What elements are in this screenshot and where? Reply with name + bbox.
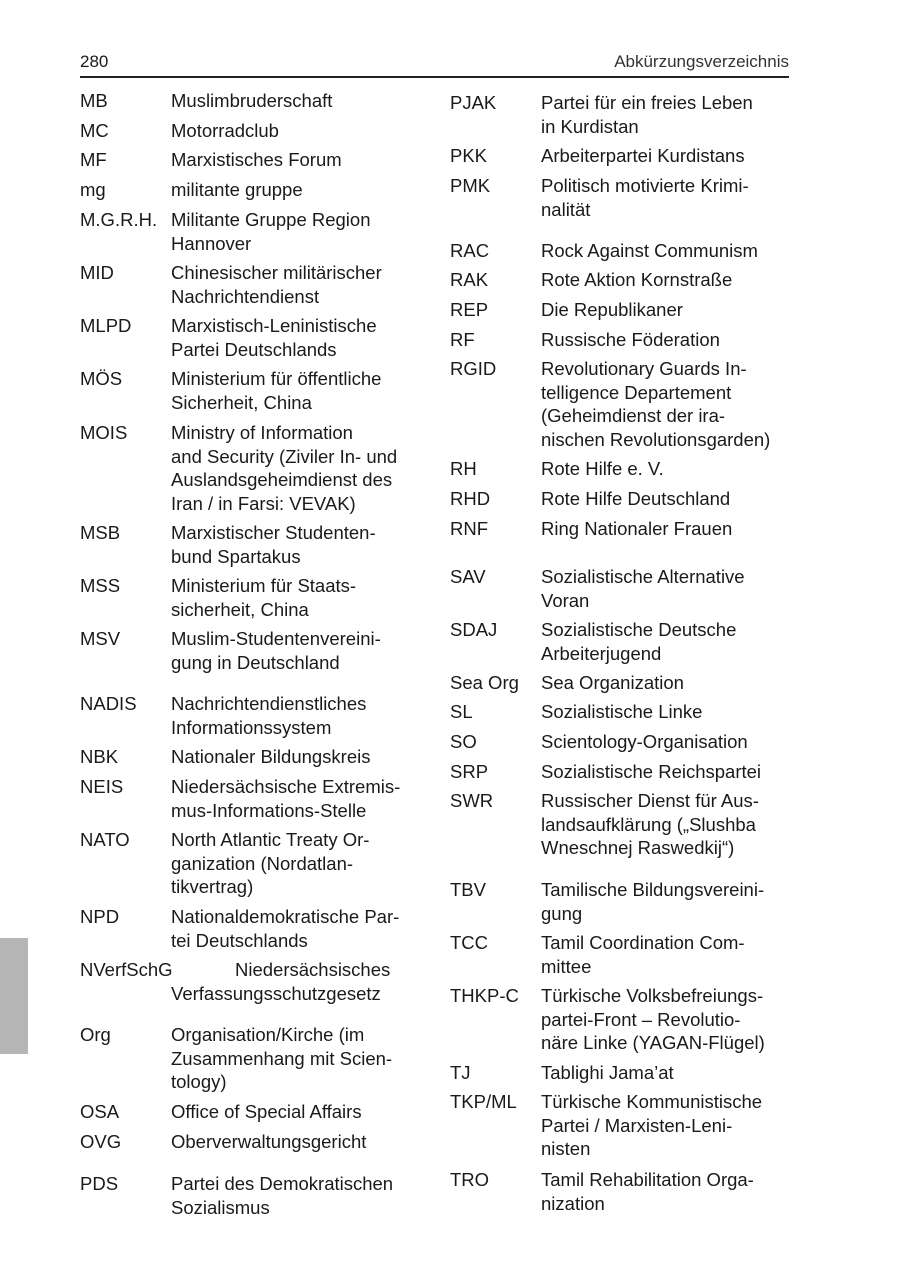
abbreviation-definition — [541, 487, 730, 511]
thumb-index-tab — [0, 938, 28, 1054]
definition-line: Rote Aktion Kornstraße — [541, 269, 733, 290]
abbreviation-definition — [541, 144, 745, 168]
definition-line: nisten — [541, 1138, 591, 1160]
abbreviation: OVG — [80, 1131, 122, 1152]
definition-line: Ministerium für Staats- — [171, 575, 357, 596]
definition-line: tei Deutschlands — [171, 929, 308, 951]
abbreviation: PMK — [450, 175, 491, 196]
definition-line: Tablighi Jama’at — [541, 1062, 674, 1083]
definition-line: partei-Front – Revolutio- — [541, 1008, 741, 1030]
abbreviation: mg — [80, 179, 106, 200]
abbreviation: RGID — [450, 358, 497, 379]
definition-line: Niedersächsische Extremis- — [171, 776, 401, 797]
abbreviation-definition — [171, 261, 382, 308]
abbreviation: RHD — [450, 488, 491, 509]
abbreviation-definition — [171, 1100, 362, 1124]
definition-line: Tamilische Bildungsvereini- — [541, 879, 765, 900]
abbreviation: TRO — [450, 1169, 490, 1190]
definition-line: Sozialismus — [171, 1196, 270, 1218]
abbreviation: TCC — [450, 932, 489, 953]
definition-line: Ring Nationaler Frauen — [541, 518, 733, 539]
definition-line: mus-Informations-Stelle — [171, 799, 367, 821]
abbreviation-definition — [171, 208, 371, 255]
abbreviation: NADIS — [80, 693, 137, 714]
definition-line: Nationaler Bildungskreis — [171, 746, 371, 767]
definition-line: ganization (Nordatlan- — [171, 852, 354, 874]
abbreviation-definition — [171, 828, 369, 899]
abbreviation-definition — [541, 565, 745, 612]
running-header-title: Abkürzungsverzeichnis — [614, 52, 789, 71]
definition-line: Scientology-Organisation — [541, 731, 748, 752]
definition-line: Türkische Volksbefreiungs- — [541, 985, 764, 1006]
definition-line: Hannover — [171, 232, 252, 254]
definition-line: Organisation/Kirche (im — [171, 1024, 365, 1045]
abbreviation: PKK — [450, 145, 488, 166]
definition-line: mittee — [541, 955, 592, 977]
abbreviation-definition — [171, 775, 400, 822]
abbreviation-definition — [171, 521, 376, 568]
abbreviation: NBK — [80, 746, 119, 767]
definition-line: Die Republikaner — [541, 299, 683, 320]
abbreviation: MLPD — [80, 315, 132, 336]
definition-line: Muslim-Studentenvereini- — [171, 628, 381, 649]
header-rule — [80, 76, 789, 78]
abbreviation: MSB — [80, 522, 121, 543]
abbreviation: TJ — [450, 1062, 471, 1083]
definition-line: Nationaldemokratische Par- — [171, 906, 400, 927]
definition-line: Muslimbruderschaft — [171, 90, 333, 111]
abbreviation: MB — [80, 90, 108, 111]
abbreviation-definition — [541, 878, 764, 925]
abbreviation: SL — [450, 701, 473, 722]
abbreviation: SRP — [450, 761, 489, 782]
abbreviation: SDAJ — [450, 619, 498, 640]
definition-line: bund Spartakus — [171, 545, 301, 567]
abbreviation-definition — [541, 457, 664, 481]
definition-line: Militante Gruppe Region — [171, 209, 371, 230]
definition-line: Sozialistische Reichspartei — [541, 761, 762, 782]
definition-line: Office of Special Affairs — [171, 1101, 362, 1122]
definition-line: Iran / in Farsi: VEVAK) — [171, 492, 356, 514]
definition-line: and Security (Ziviler In- und — [171, 445, 398, 467]
abbreviation-definition — [171, 421, 397, 515]
abbreviation-definition — [541, 984, 765, 1055]
abbreviation: NEIS — [80, 776, 124, 797]
definition-line: Wneschnej Raswedkij“) — [541, 837, 735, 859]
abbreviation-definition — [541, 789, 759, 860]
abbreviation: RF — [450, 329, 475, 350]
abbreviation: RH — [450, 458, 477, 479]
abbreviation: NATO — [80, 829, 130, 850]
abbreviation: SO — [450, 731, 477, 752]
definition-line: militante gruppe — [171, 179, 303, 200]
definition-line: Revolutionary Guards In- — [541, 358, 747, 379]
abbreviation-definition — [171, 367, 381, 414]
definition-line: nischen Revolutionsgarden) — [541, 428, 771, 450]
definition-line: gung — [541, 902, 583, 924]
definition-line: Tamil Rehabilitation Orga- — [541, 1169, 754, 1190]
definition-line: Motorradclub — [171, 120, 279, 141]
definition-line: Rock Against Communism — [541, 240, 758, 261]
abbreviation: NVerfSchG — [80, 959, 173, 980]
definition-line: Russische Föderation — [541, 329, 720, 350]
abbreviation-definition — [171, 119, 279, 143]
definition-line: Partei des Demokratischen — [171, 1173, 394, 1194]
page-number: 280 — [80, 52, 109, 71]
definition-line: Sozialistische Linke — [541, 701, 703, 722]
definition-line: Chinesischer militärischer — [171, 262, 382, 283]
abbreviation-definition — [171, 905, 399, 952]
abbreviation-definition — [171, 1023, 392, 1094]
abbreviation: MOIS — [80, 422, 128, 443]
definition-line: Niedersächsisches — [235, 959, 391, 980]
abbreviation-definition — [171, 89, 332, 113]
abbreviation: Sea Org — [450, 672, 519, 693]
abbreviation-definition — [541, 357, 770, 451]
abbreviation-definition — [171, 958, 390, 1005]
abbreviation: Org — [80, 1024, 111, 1045]
definition-line: Sea Organization — [541, 672, 684, 693]
abbreviation-definition — [171, 692, 366, 739]
definition-line: Nachrichtendienst — [171, 285, 320, 307]
definition-line: Ministry of Information — [171, 422, 353, 443]
definition-line: Rote Hilfe Deutschland — [541, 488, 731, 509]
abbreviation: NPD — [80, 906, 120, 927]
definition-line: (Geheimdienst der ira- — [541, 405, 726, 427]
abbreviation: MSS — [80, 575, 121, 596]
definition-line: Auslandsgeheimdienst des — [171, 469, 393, 491]
abbreviation: TKP/ML — [450, 1091, 517, 1112]
abbreviation-definition — [171, 1130, 366, 1154]
definition-line: Marxistisches Forum — [171, 149, 342, 170]
definition-line: Russischer Dienst für Aus- — [541, 790, 759, 811]
abbreviation-definition — [171, 314, 377, 361]
abbreviation-definition — [541, 931, 745, 978]
abbreviation: RNF — [450, 518, 489, 539]
definition-line: gung in Deutschland — [171, 651, 340, 673]
definition-line: Verfassungsschutzgesetz — [171, 982, 381, 1004]
definition-line: telligence Departement — [541, 381, 732, 403]
abbreviation-definition — [171, 148, 342, 172]
abbreviation: THKP-C — [450, 985, 519, 1006]
definition-line: Tamil Coordination Com- — [541, 932, 745, 953]
definition-line: Marxistisch-Leninistische — [171, 315, 377, 336]
definition-line: Oberverwaltungsgericht — [171, 1131, 367, 1152]
definition-line: in Kurdistan — [541, 115, 639, 137]
abbreviation-definition — [541, 730, 748, 754]
definition-line: Informationssystem — [171, 716, 332, 738]
definition-line: Sozialistische Alternative — [541, 566, 745, 587]
definition-line: Partei für ein freies Leben — [541, 92, 753, 113]
abbreviation: PJAK — [450, 92, 497, 113]
abbreviation-definition — [541, 671, 684, 695]
definition-line: Arbeiterjugend — [541, 642, 662, 664]
abbreviation-definition — [541, 91, 753, 138]
abbreviation: MÖS — [80, 368, 123, 389]
abbreviation-definition — [541, 174, 749, 221]
abbreviation-definition — [541, 268, 732, 292]
abbreviation-definition — [171, 574, 356, 621]
definition-line: Rote Hilfe e. V. — [541, 458, 664, 479]
abbreviation-definition — [541, 298, 683, 322]
abbreviation: TBV — [450, 879, 486, 900]
abbreviation-definition — [541, 760, 761, 784]
definition-line: Politisch motivierte Krimi- — [541, 175, 749, 196]
definition-line: Marxistischer Studenten- — [171, 522, 376, 543]
abbreviation: MC — [80, 120, 109, 141]
abbreviation-definition — [171, 627, 381, 674]
abbreviation: PDS — [80, 1173, 119, 1194]
definition-line: Sozialistische Deutsche — [541, 619, 737, 640]
abbreviation-definition — [541, 239, 758, 263]
abbreviation: SAV — [450, 566, 486, 587]
abbreviation: OSA — [80, 1101, 120, 1122]
definition-line: Zusammenhang mit Scien- — [171, 1047, 393, 1069]
abbreviation-definition — [541, 700, 702, 724]
definition-line: sicherheit, China — [171, 598, 309, 620]
abbreviation-definition — [541, 1090, 762, 1161]
definition-line: Ministerium für öffentliche — [171, 368, 382, 389]
definition-line: tology) — [171, 1071, 227, 1093]
abbreviation: MID — [80, 262, 114, 283]
abbreviation: RAC — [450, 240, 490, 261]
definition-line: nalität — [541, 198, 591, 220]
abbreviation-definition — [541, 328, 720, 352]
abbreviation-definition — [541, 517, 732, 541]
abbreviation: MF — [80, 149, 107, 170]
abbreviation: MSV — [80, 628, 121, 649]
definition-line: tikvertrag) — [171, 876, 254, 898]
abbreviation-definition — [541, 1061, 674, 1085]
definition-line: Voran — [541, 589, 590, 611]
abbreviation: SWR — [450, 790, 494, 811]
abbreviation: REP — [450, 299, 489, 320]
definition-line: Partei / Marxisten-Leni- — [541, 1114, 733, 1136]
abbreviation: RAK — [450, 269, 489, 290]
definition-line: Partei Deutschlands — [171, 338, 337, 360]
definition-line: näre Linke (YAGAN-Flügel) — [541, 1032, 765, 1054]
definition-line: Nachrichtendienstliches — [171, 693, 367, 714]
definition-line: North Atlantic Treaty Or- — [171, 829, 370, 850]
abbreviation-definition — [541, 1168, 754, 1215]
definition-line: landsaufklärung („Slushba — [541, 813, 756, 835]
definition-line: nization — [541, 1192, 605, 1214]
abbreviation: M.G.R.H. — [80, 209, 158, 230]
definition-line: Türkische Kommunistische — [541, 1091, 763, 1112]
definition-line: Arbeiterpartei Kurdistans — [541, 145, 745, 166]
abbreviation-definition — [171, 178, 303, 202]
definition-line: Sicherheit, China — [171, 391, 312, 413]
abbreviation-definition — [171, 1172, 393, 1219]
abbreviation-definition — [171, 745, 371, 769]
abbreviation-definition — [541, 618, 736, 665]
